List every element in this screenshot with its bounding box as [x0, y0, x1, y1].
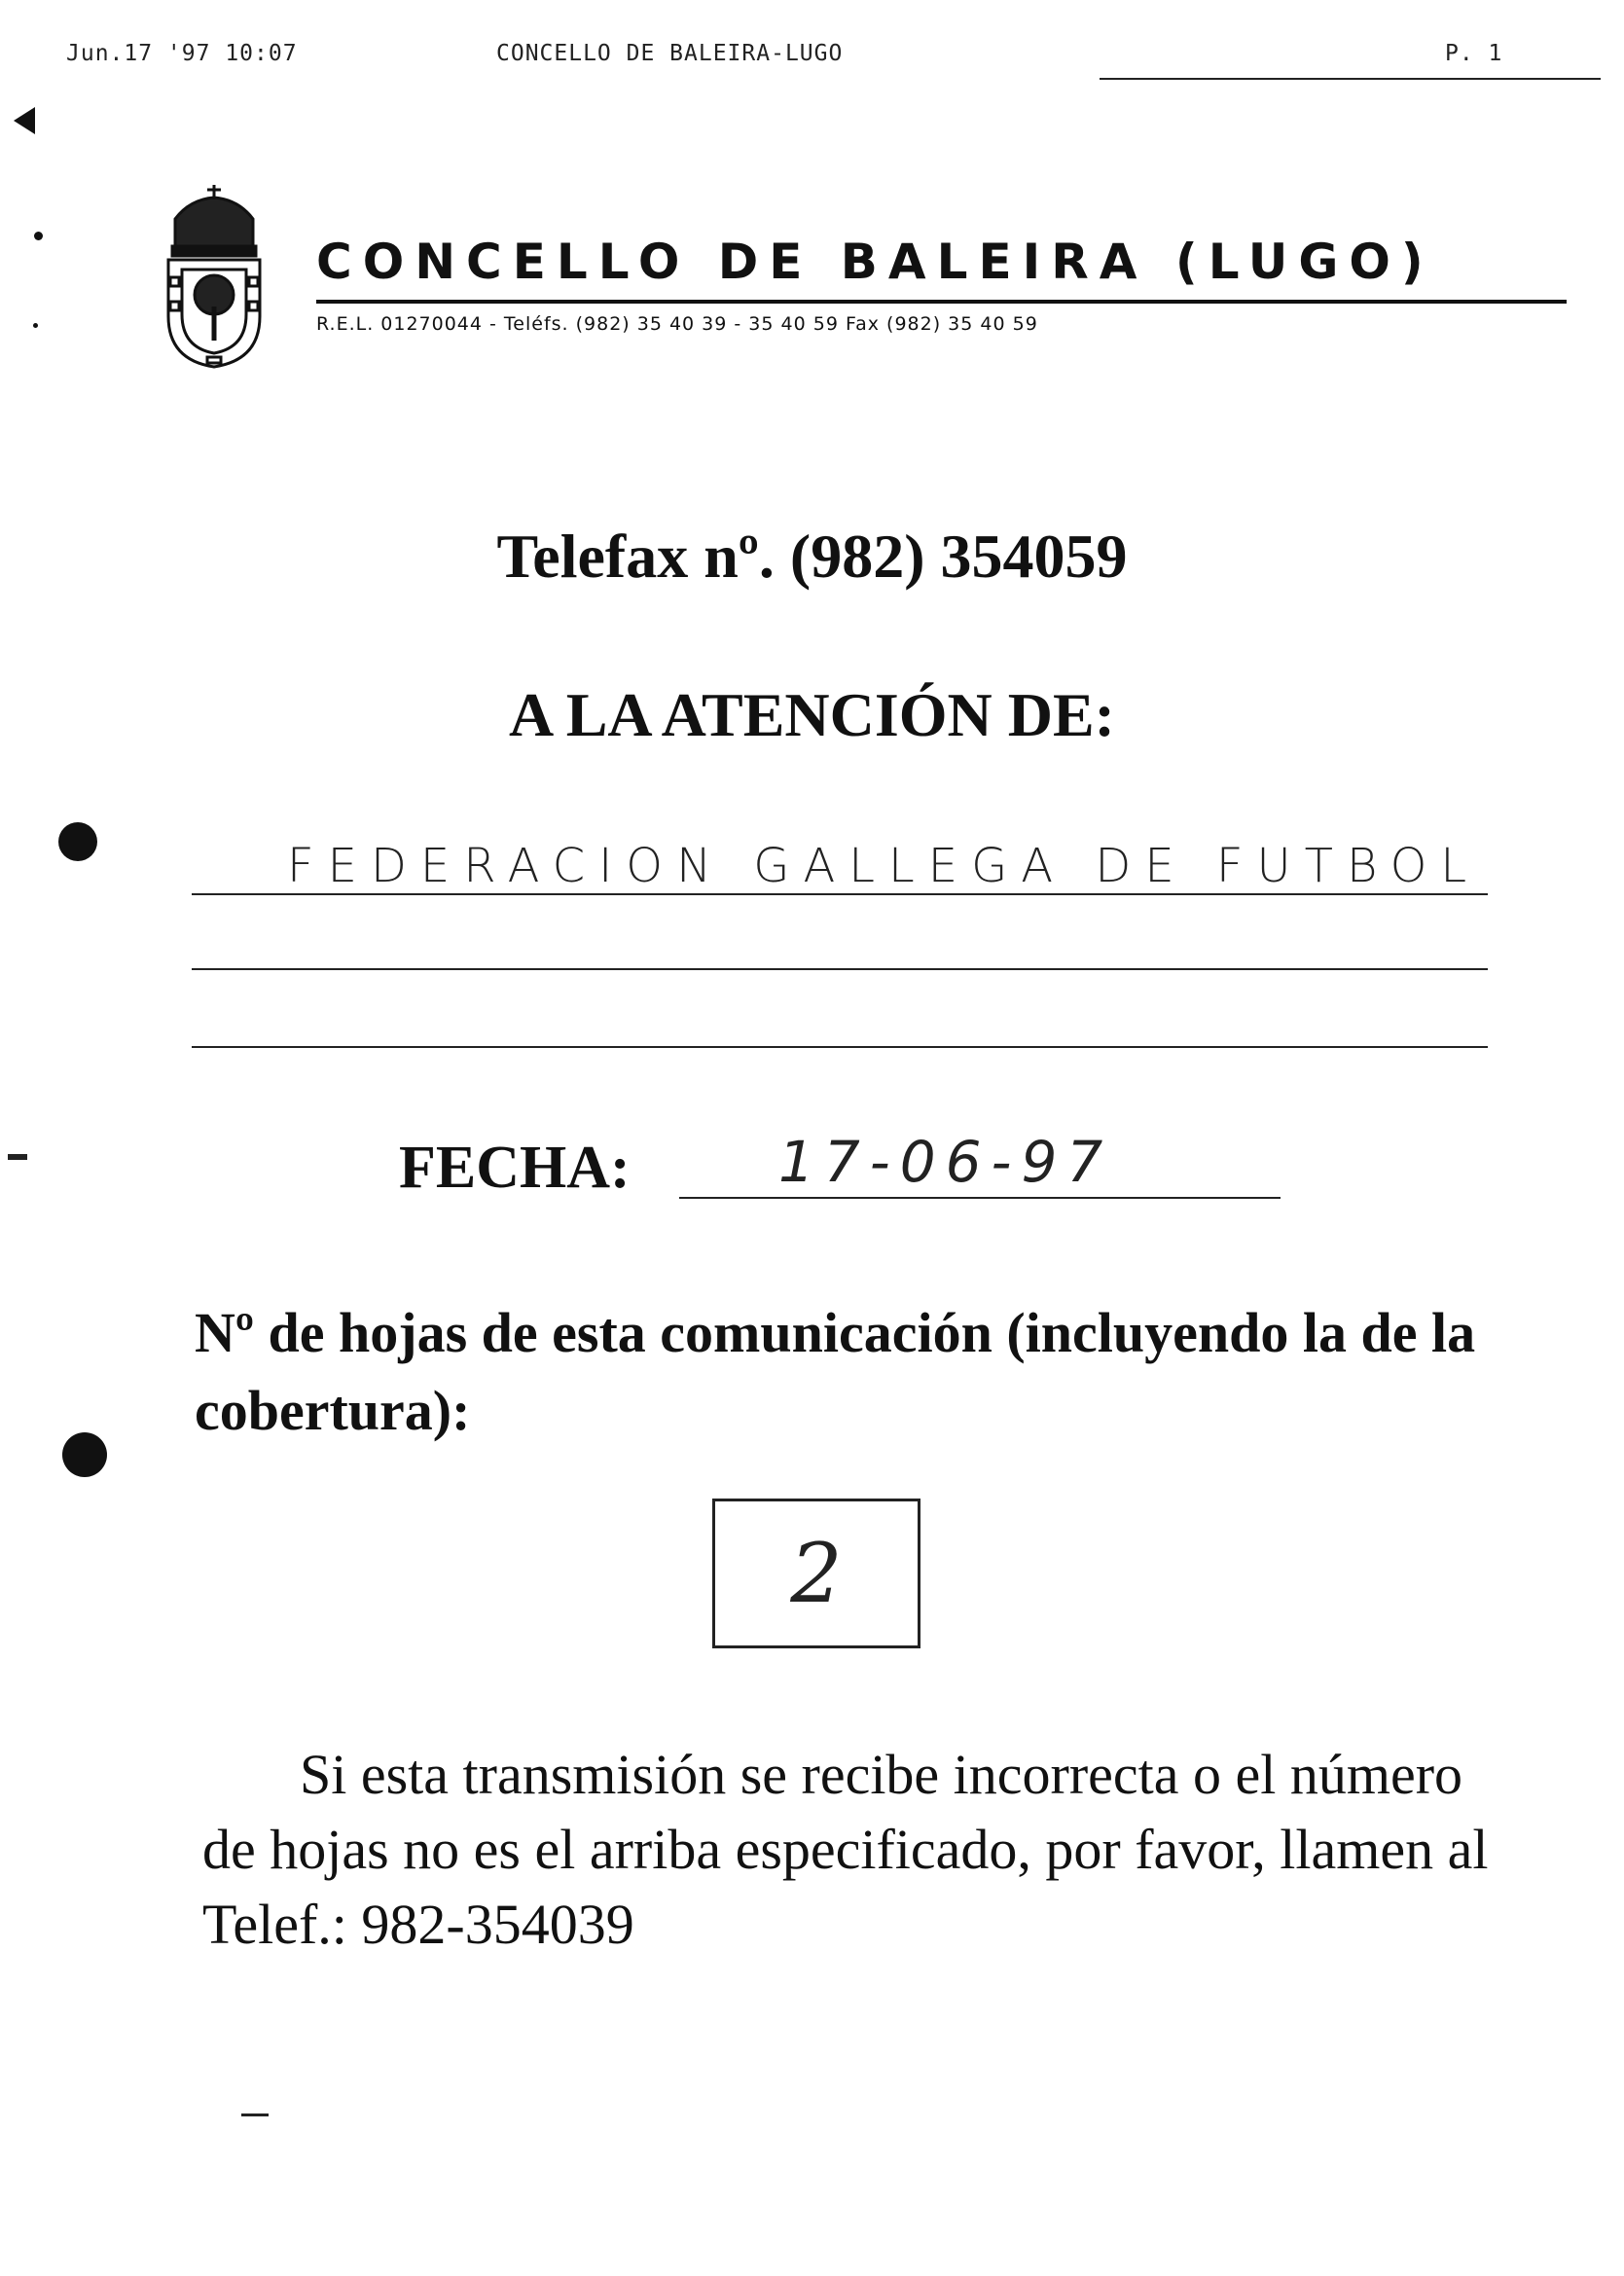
- scan-dot: [33, 323, 38, 328]
- recipient-line-2: [192, 968, 1488, 970]
- punch-hole: [62, 1432, 107, 1477]
- sheet-count-value: 2: [790, 1526, 843, 1621]
- telefax-number: Telefax nº. (982) 354059: [496, 522, 1128, 591]
- scan-arrow-mark: [14, 107, 35, 134]
- attention-label: A LA ATENCIÓN DE:: [509, 680, 1115, 749]
- punch-hole: [58, 822, 97, 861]
- date-label: FECHA:: [399, 1135, 631, 1201]
- fax-page-number: P. 1: [1445, 41, 1503, 66]
- fax-header-rule: [1100, 78, 1601, 80]
- fax-sender: CONCELLO DE BALEIRA-LUGO: [496, 41, 844, 66]
- letterhead-rule: [316, 300, 1567, 304]
- scan-dash: [8, 1154, 27, 1160]
- sheet-count-label: Nº de hojas de esta comunicación (incluyendo la de la cobertura):: [195, 1301, 1476, 1442]
- fax-datetime: Jun.17 '97 10:07: [66, 41, 298, 66]
- date-value: 17-06-97: [778, 1129, 1113, 1195]
- scan-dash: [241, 2113, 269, 2116]
- transmission-notice: [202, 1737, 1526, 1962]
- date-line: [679, 1197, 1281, 1199]
- coat-of-arms-icon: [161, 180, 268, 370]
- recipient-line-3: [192, 1046, 1488, 1048]
- transmission-notice-text: Si esta transmisión se recibe incorrecta o el número de hojas no es el arriba especificado, por favor, llamen al Telef.: 982-354039: [202, 1743, 1489, 1956]
- organization-contact-info: R.E.L. 01270044 - Teléfs. (982) 35 40 39 - 35 40 59 Fax (982) 35 40 59: [316, 313, 1038, 335]
- recipient-line-1: [192, 893, 1488, 895]
- scan-dot: [34, 232, 43, 240]
- recipient-value: FEDERACION GALLEGA DE FUTBOL: [287, 839, 1481, 893]
- sheet-count-box: [712, 1499, 920, 1648]
- organization-name: CONCELLO DE BALEIRA (LUGO): [316, 234, 1434, 290]
